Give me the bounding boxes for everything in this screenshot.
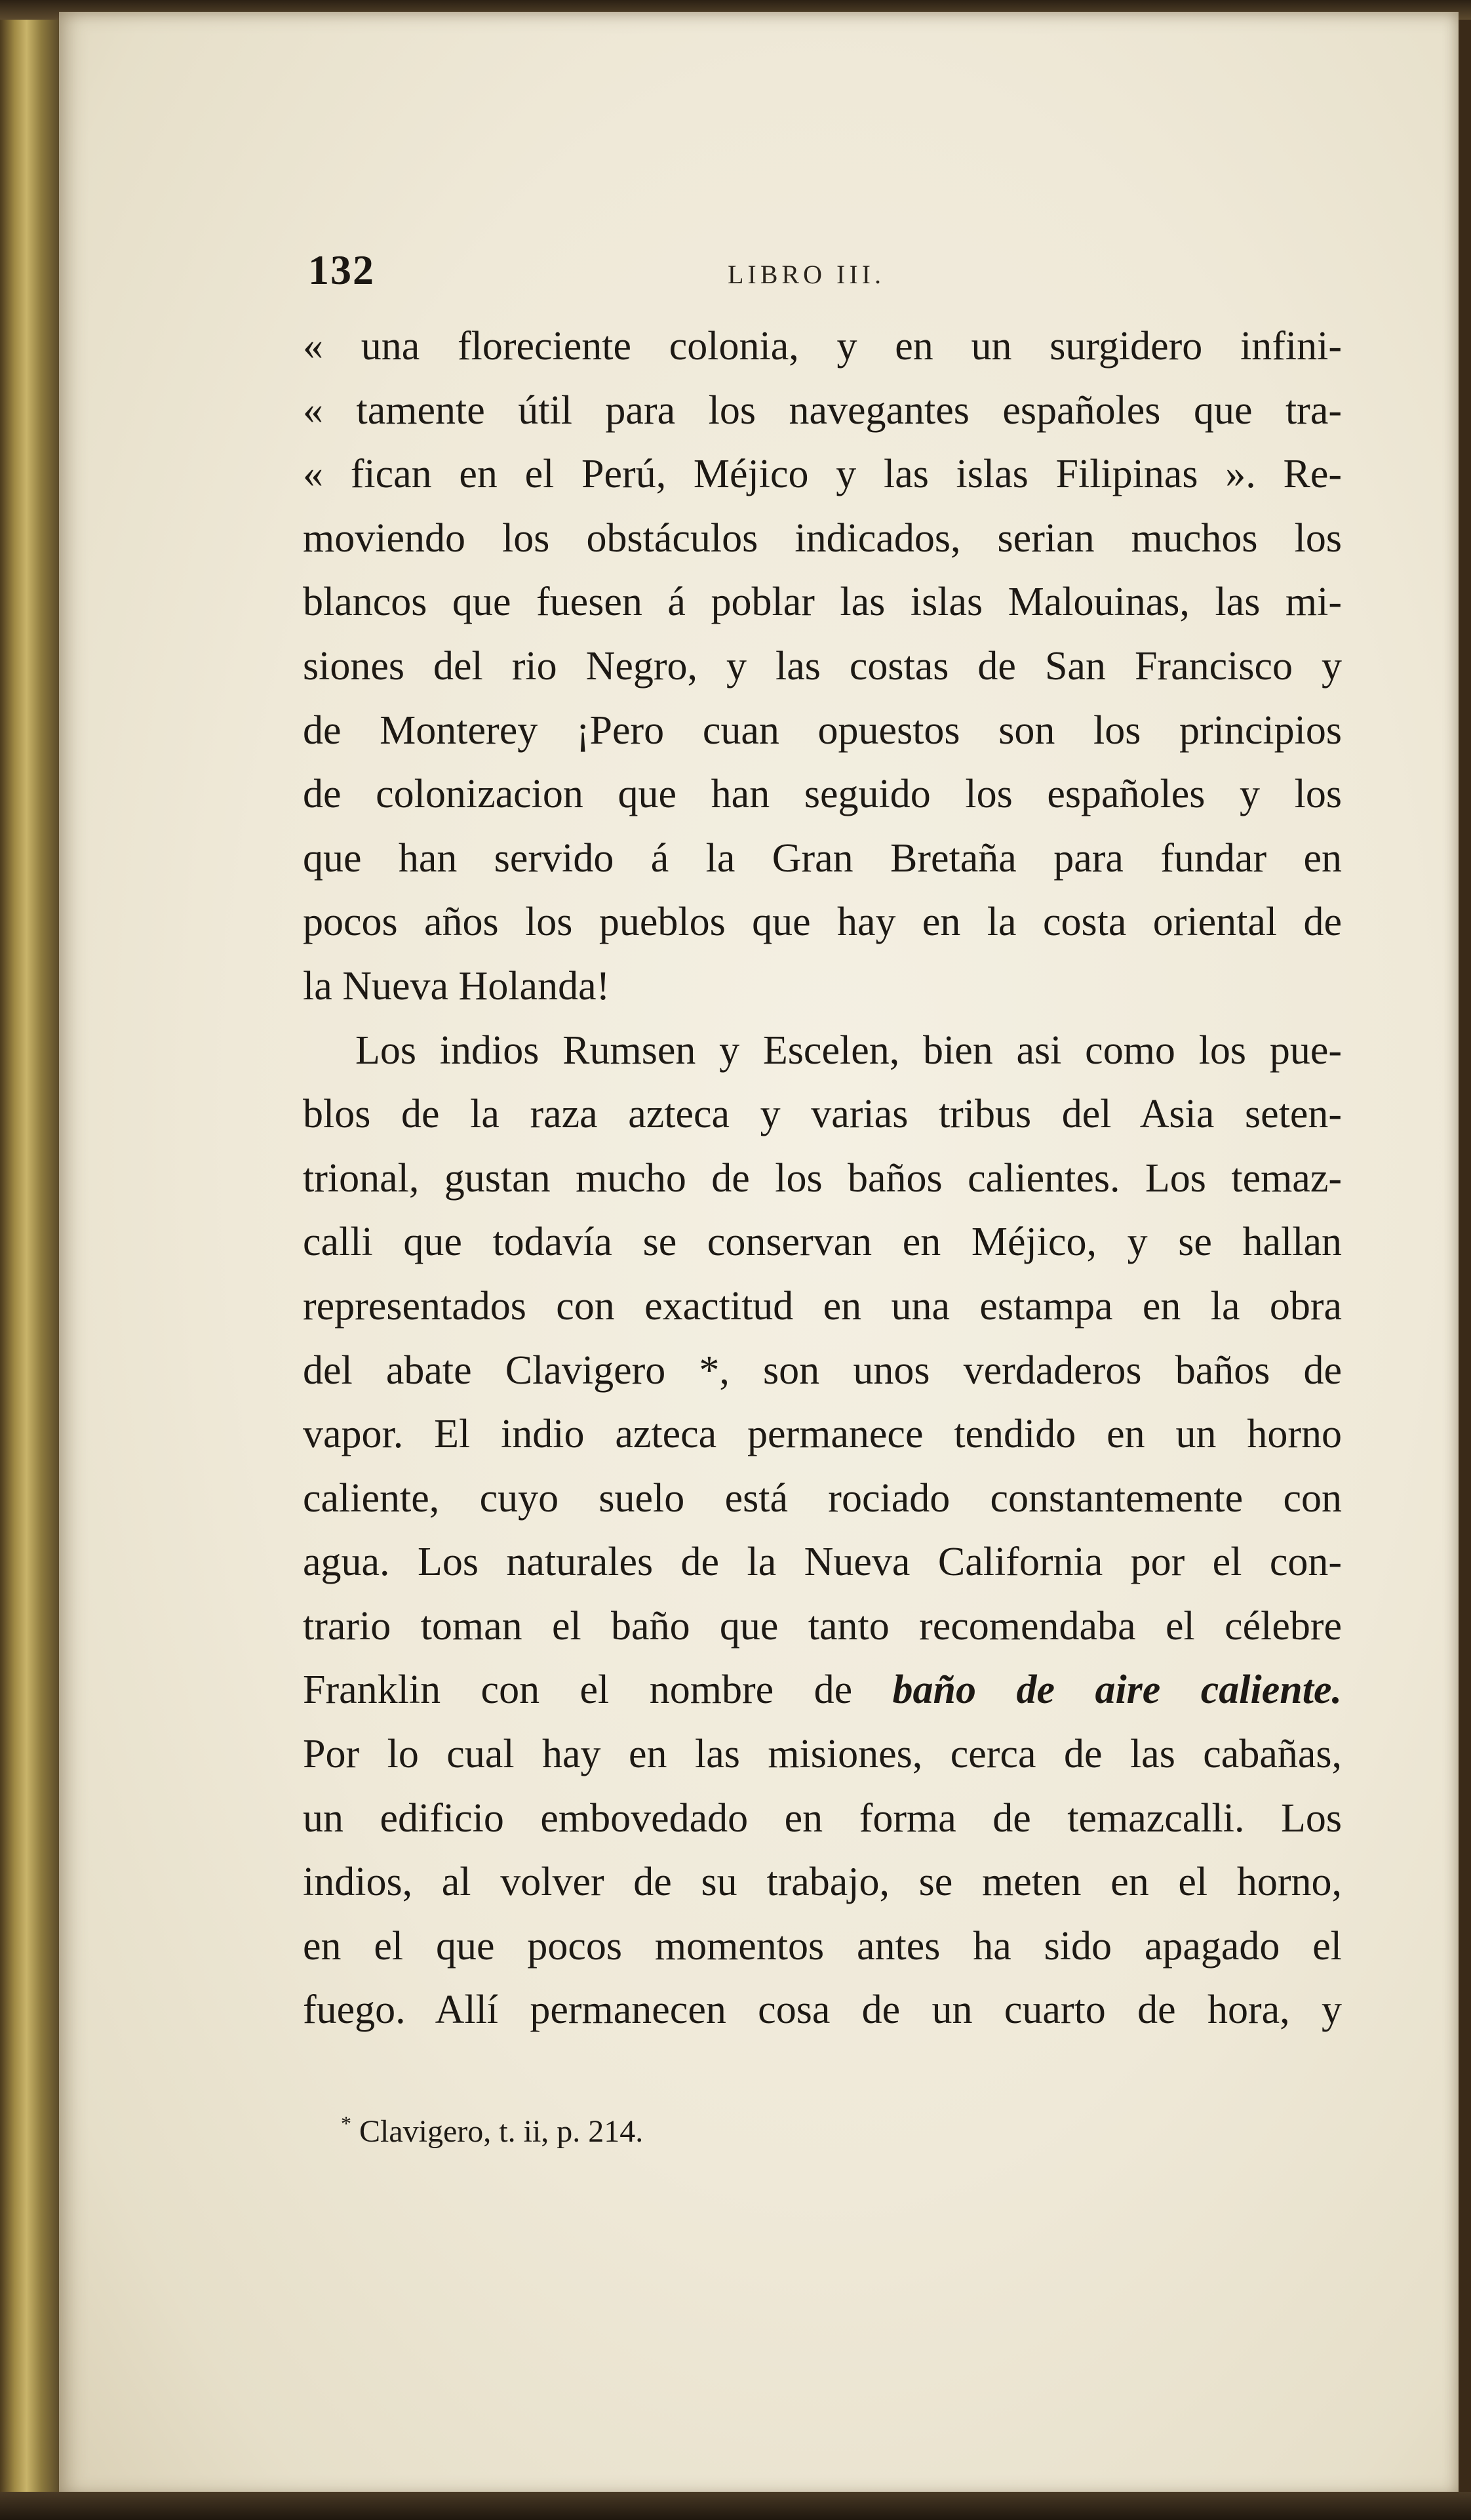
text-line: vapor. El indio azteca permanece tendido en un horno [303,1412,1342,1457]
footnote [341,2111,643,2150]
text-line: blos de la raza azteca y varias tribus del Asia seten- [303,1092,1342,1137]
text-line: del abate Clavigero *, son unos verdaderos baños de [303,1348,1342,1393]
italic-phrase: baño de aire caliente. [892,1668,1342,1713]
text-line: indios, al volver de su trabajo, se meten en el horno, [303,1860,1342,1905]
text-line: « una floreciente colonia, y en un surgidero infini- [303,324,1342,369]
text-line-with-emphasis [303,1658,1342,1723]
page-bottom-edge [0,2492,1471,2520]
text-line: calli que todavía se conservan en Méjico, y se hallan [303,1220,1342,1265]
running-head: LIBRO III. [728,260,885,289]
text-line: blancos que fuesen á poblar las islas Malouinas, las mi- [303,580,1342,625]
text-line-start: Franklin con el nombre de [303,1668,853,1713]
footnote-text: Clavigero, t. ii, p. 214. [359,2114,644,2149]
text-line: de Monterey ¡Pero cuan opuestos son los principios [303,708,1342,753]
text-line: en el que pocos momentos antes ha sido apagado el [303,1923,1342,1969]
book-binding [0,0,59,2520]
text-line: moviendo los obstáculos indicados, serian muchos los [303,515,1342,561]
text-line: caliente, cuyo suelo está rociado constantemente con [303,1475,1342,1521]
text-line: « fican en el Perú, Méjico y las islas Filipinas ». Re- [303,452,1342,497]
text-line: de colonizacion que han seguido los españoles y los [303,772,1342,817]
text-line: agua. Los naturales de la Nueva California por el con- [303,1540,1342,1585]
text-line: « tamente útil para los navegantes españoles que tra- [303,388,1342,433]
text-line: Por lo cual hay en las misiones, cerca de las cabañas, [303,1732,1342,1777]
text-line: un edificio embovedado en forma de temazcalli. Los [303,1795,1342,1841]
text-line: pocos años los pueblos que hay en la costa oriental de [303,900,1342,945]
text-line: la Nueva Holanda! [303,963,610,1009]
body-text [303,315,1342,2043]
page-number: 132 [308,247,375,293]
text-line: que han servido á la Gran Bretaña para fundar en [303,835,1342,881]
footnote-marker: * [341,2111,351,2135]
text-line: fuego. Allí permanecen cosa de un cuarto de hora, y [303,1988,1342,2033]
text-line: trario toman el baño que tanto recomendaba el célebre [303,1603,1342,1649]
text-line: siones del rio Negro, y las costas de San Francisco y [303,643,1342,689]
text-line: trional, gustan mucho de los baños calientes. Los temaz- [303,1155,1342,1201]
text-line: representados con exactitud en una estampa en la obra [303,1283,1342,1329]
page-header [308,246,1344,298]
text-line: Los indios Rumsen y Escelen, bien asi como los pue- [355,1028,1342,1073]
